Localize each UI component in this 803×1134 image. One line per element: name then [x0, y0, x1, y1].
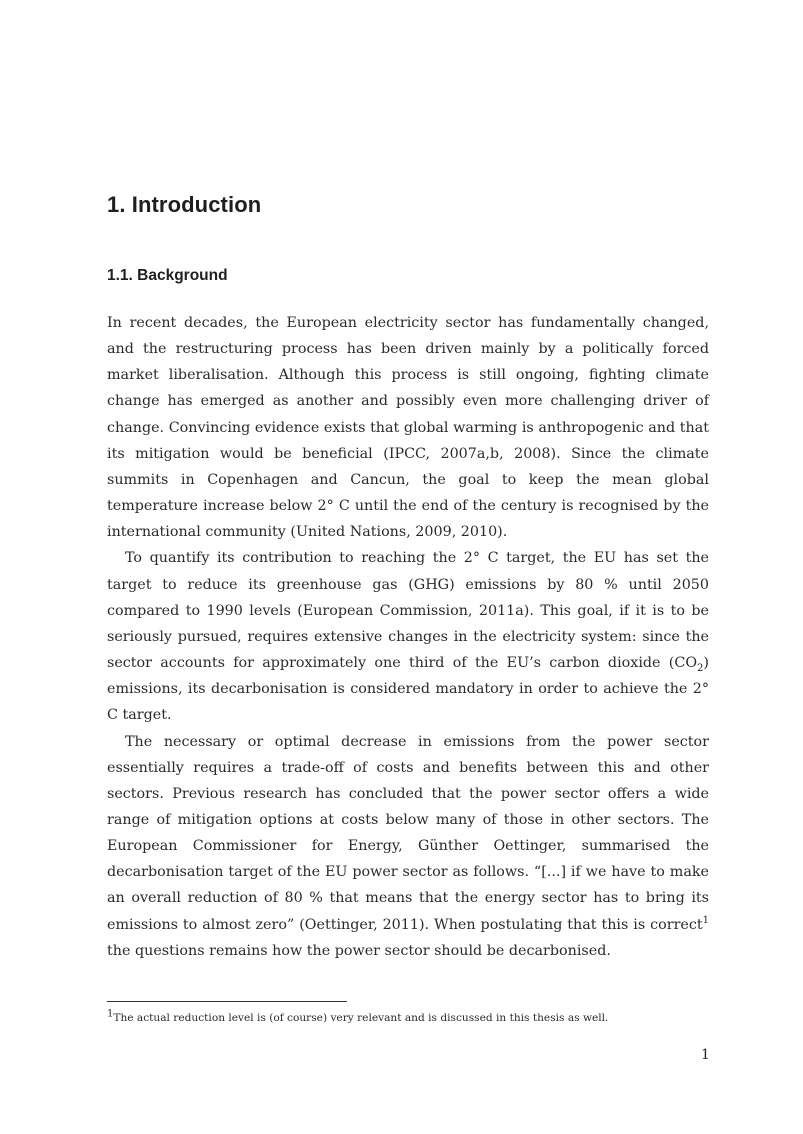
paragraph-3-text-b: the questions remains how the power sector should be decarbonised. — [107, 942, 611, 959]
footnote-text: The actual reduction level is (of course) very relevant and is discussed in this thesis as well. — [113, 1012, 609, 1024]
section-title: 1.1. Background — [107, 267, 228, 284]
footnote-rule — [107, 1001, 347, 1002]
footnote — [107, 1008, 709, 1024]
paragraph-2-text-a: To quantify its contribution to reaching the 2° C target, the EU has set the target to reduce its greenhouse gas (GHG) emissions by 80 % until 2050 compared to 1990 levels (European Commission, 2011a). This goal, if it is to be seriously pursued, requires extensive changes in the electricity system: since the sector accounts for approximately one third of the EU’s carbon dioxide (CO — [107, 550, 709, 672]
page-number: 1 — [700, 1047, 710, 1063]
paragraph-1-text: In recent decades, the European electricity sector has fundamentally changed, and the restructuring process has been driven mainly by a politically forced market liberalisation. Although this process is still ongoing, fighting climate change has emerged as another and possibly even more challenging driver of change. Convincing evidence exists that global warming is anthropogenic and that its mitigation would be beneficial (IPCC, 2007a,b, 2008). Since the climate summits in Copenhagen and Cancun, the goal to keep the mean global temperature increase below 2° C until the end of the century is recognised by the international community (United Nations, 2009, 2010). — [107, 315, 709, 541]
co2-subscript: 2 — [697, 662, 704, 674]
paragraph-3 — [107, 729, 709, 964]
footnote-reference: 1 — [702, 914, 709, 926]
chapter-title: 1. Introduction — [107, 192, 262, 217]
paragraph-2-text-b: ) emissions, its decarbonisation is considered mandatory in order to achieve the 2° C target. — [107, 655, 709, 724]
paragraph-3-text-a: The necessary or optimal decrease in emissions from the power sector essentially requires a trade-off of costs and benefits between this and other sectors. Previous research has concluded that the power sector offers a wide range of mitigation options at costs below many of those in other sectors. The European Commissioner for Energy, Günther Oettinger, summarised the decarbonisation target of the EU power sector as follows. “[...] if we have to make an overall reduction of 80 % that means that the energy sector has to bring its emissions to almost zero” (Oettinger, 2011). When postulating that this is correct — [107, 733, 709, 933]
paragraph-2 — [107, 545, 709, 728]
footnote-mark: 1 — [107, 1008, 114, 1020]
paragraph-1 — [107, 310, 709, 545]
body-text — [107, 310, 709, 964]
